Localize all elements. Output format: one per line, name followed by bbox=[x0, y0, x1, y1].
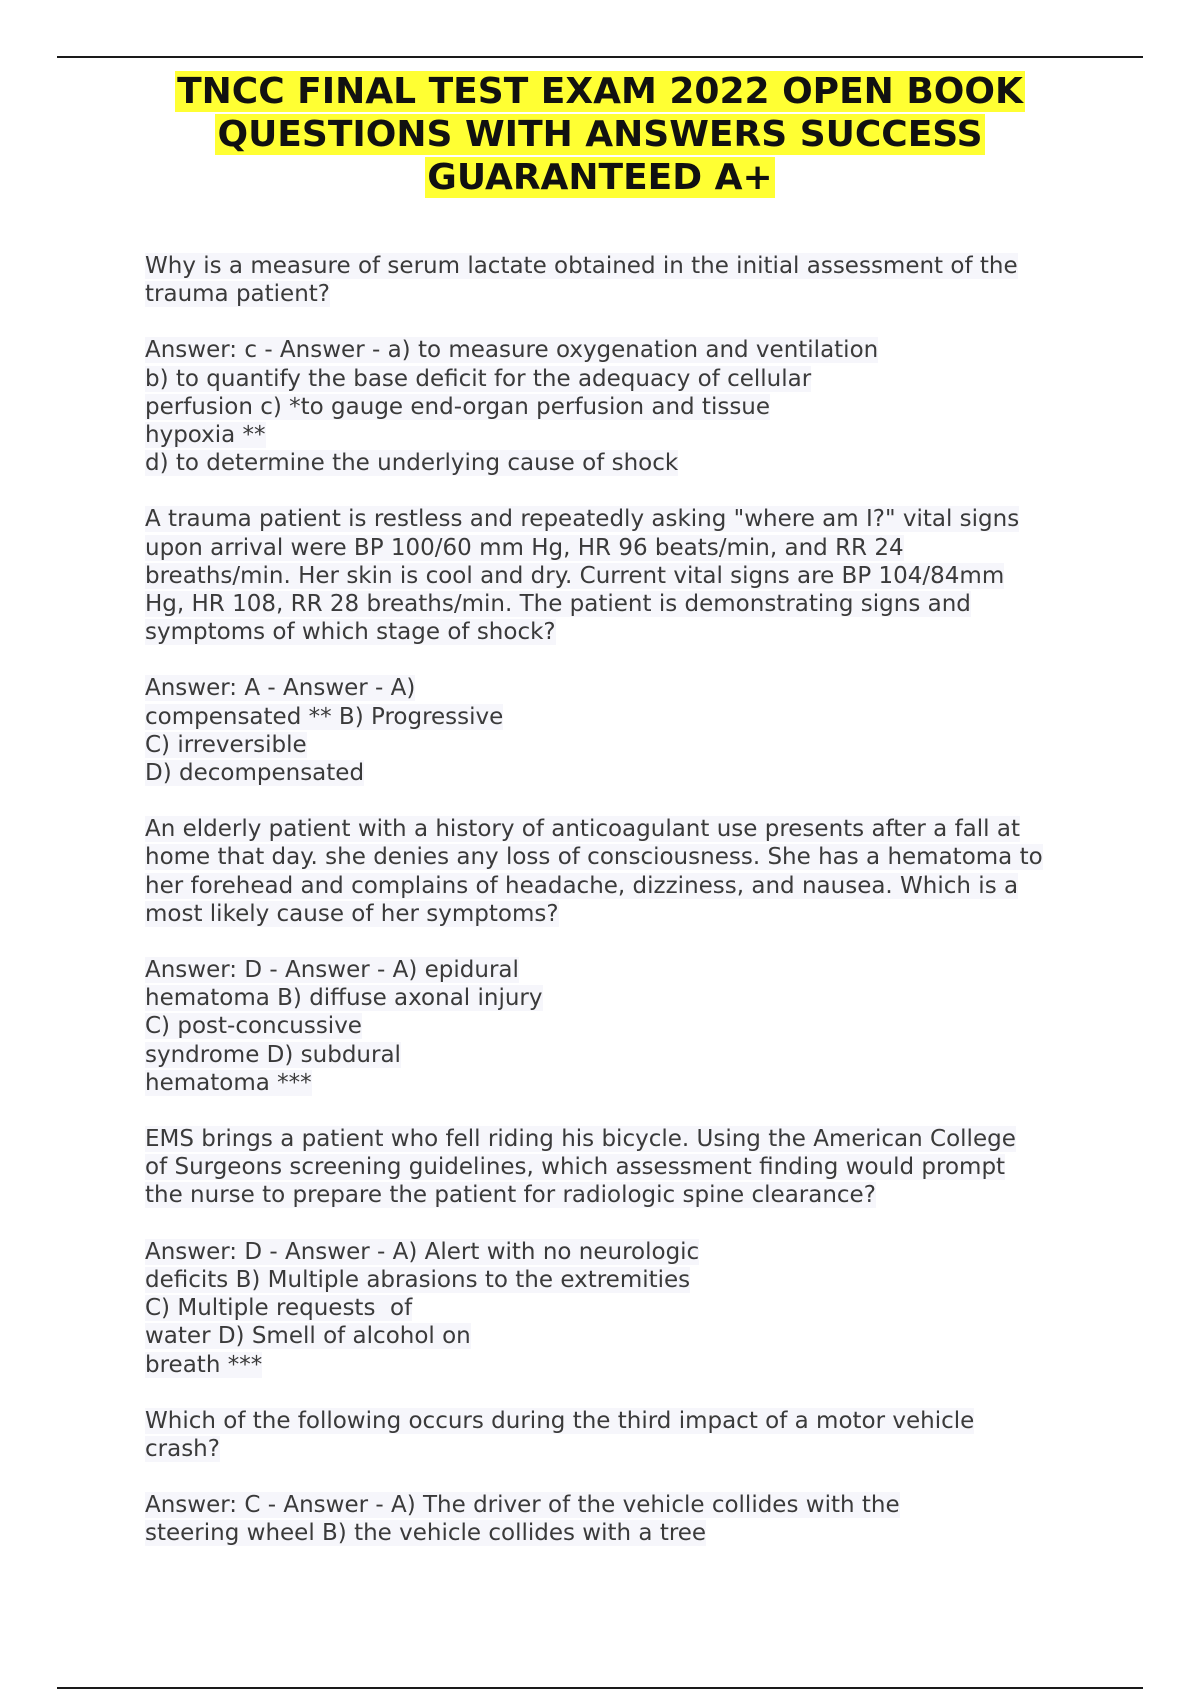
answer-block bbox=[145, 336, 1105, 477]
question-line bbox=[145, 1125, 1105, 1153]
line-text: Answer: D - Answer - A) Alert with no neurologic bbox=[145, 1238, 700, 1265]
answer-block bbox=[145, 1491, 1105, 1547]
line-text: b) to quantify the base deficit for the adequacy of cellular bbox=[145, 365, 812, 392]
question-block bbox=[145, 505, 1105, 646]
answer-line bbox=[145, 1322, 1105, 1350]
answer-line bbox=[145, 1069, 1105, 1097]
line-text: upon arrival were BP 100/60 mm Hg, HR 96 beats/min, and RR 24 bbox=[145, 534, 904, 561]
answer-line bbox=[145, 1519, 1105, 1547]
question-block bbox=[145, 252, 1105, 308]
document-body bbox=[145, 252, 1105, 1576]
question-line bbox=[145, 1153, 1105, 1181]
line-text: Answer: c - Answer - a) to measure oxygenation and ventilation bbox=[145, 337, 879, 364]
line-text: A trauma patient is restless and repeatedly asking "where am I?" vital signs bbox=[145, 506, 1020, 533]
line-text: syndrome D) subdural bbox=[145, 1041, 401, 1068]
line-text: D) decompensated bbox=[145, 760, 365, 787]
answer-block bbox=[145, 1238, 1105, 1379]
answer-line bbox=[145, 956, 1105, 984]
question-block bbox=[145, 1407, 1105, 1463]
answer-line bbox=[145, 674, 1105, 702]
line-text: hematoma *** bbox=[145, 1069, 312, 1096]
question-line bbox=[145, 252, 1105, 280]
question-line bbox=[145, 1407, 1105, 1435]
answer-line bbox=[145, 1238, 1105, 1266]
answer-line bbox=[145, 1012, 1105, 1040]
question-line bbox=[145, 1435, 1105, 1463]
answer-line bbox=[145, 703, 1105, 731]
line-text: her forehead and complains of headache, dizziness, and nausea. Which is a bbox=[145, 872, 1019, 899]
answer-line bbox=[145, 1351, 1105, 1379]
line-text: hematoma B) diffuse axonal injury bbox=[145, 985, 543, 1012]
line-text: steering wheel B) the vehicle collides with a tree bbox=[145, 1520, 707, 1547]
title-line: TNCC FINAL TEST EXAM 2022 OPEN BOOK bbox=[177, 71, 1023, 112]
answer-line bbox=[145, 449, 1105, 477]
top-rule bbox=[57, 56, 1143, 58]
line-text: the nurse to prepare the patient for radiologic spine clearance? bbox=[145, 1182, 876, 1209]
bottom-rule bbox=[57, 1687, 1143, 1689]
answer-line bbox=[145, 1294, 1105, 1322]
answer-line bbox=[145, 336, 1105, 364]
line-text: C) irreversible bbox=[145, 731, 307, 758]
question-block bbox=[145, 815, 1105, 928]
answer-block bbox=[145, 674, 1105, 787]
answer-line bbox=[145, 365, 1105, 393]
line-text: compensated ** B) Progressive bbox=[145, 703, 504, 730]
answer-line bbox=[145, 1041, 1105, 1069]
line-text: deficits B) Multiple abrasions to the extremities bbox=[145, 1266, 691, 1293]
line-text: d) to determine the underlying cause of shock bbox=[145, 450, 679, 477]
line-text: Answer: D - Answer - A) epidural bbox=[145, 957, 519, 984]
answer-line bbox=[145, 1491, 1105, 1519]
line-text: EMS brings a patient who fell riding his bicycle. Using the American College bbox=[145, 1126, 1016, 1153]
question-line bbox=[145, 505, 1105, 533]
question-line bbox=[145, 562, 1105, 590]
line-text: Which of the following occurs during the third impact of a motor vehicle bbox=[145, 1407, 975, 1434]
line-text: perfusion c) *to gauge end-organ perfusion and tissue bbox=[145, 393, 771, 420]
line-text: C) Multiple requests of bbox=[145, 1295, 413, 1322]
question-line bbox=[145, 843, 1105, 871]
question-line bbox=[145, 815, 1105, 843]
question-line bbox=[145, 872, 1105, 900]
answer-line bbox=[145, 421, 1105, 449]
document-title bbox=[57, 70, 1143, 199]
title-line: GUARANTEED A+ bbox=[427, 157, 773, 198]
line-text: most likely cause of her symptoms? bbox=[145, 900, 559, 927]
line-text: home that day. she denies any loss of consciousness. She has a hematoma to bbox=[145, 844, 1043, 871]
line-text: breaths/min. Her skin is cool and dry. Current vital signs are BP 104/84mm bbox=[145, 562, 1005, 589]
question-line bbox=[145, 900, 1105, 928]
line-text: hypoxia ** bbox=[145, 422, 266, 449]
line-text: Answer: A - Answer - A) bbox=[145, 675, 416, 702]
line-text: Hg, HR 108, RR 28 breaths/min. The patient is demonstrating signs and bbox=[145, 591, 971, 618]
line-text: An elderly patient with a history of anticoagulant use presents after a fall at bbox=[145, 816, 1020, 843]
title-line: QUESTIONS WITH ANSWERS SUCCESS bbox=[217, 114, 983, 155]
answer-line bbox=[145, 759, 1105, 787]
answer-line bbox=[145, 984, 1105, 1012]
line-text: breath *** bbox=[145, 1351, 263, 1378]
question-block bbox=[145, 1125, 1105, 1210]
line-text: crash? bbox=[145, 1435, 220, 1462]
line-text: Why is a measure of serum lactate obtained in the initial assessment of the bbox=[145, 253, 1018, 279]
question-line bbox=[145, 280, 1105, 308]
line-text: C) post-concussive bbox=[145, 1013, 362, 1040]
line-text: trauma patient? bbox=[145, 281, 331, 308]
line-text: water D) Smell of alcohol on bbox=[145, 1323, 471, 1350]
answer-line bbox=[145, 731, 1105, 759]
answer-line bbox=[145, 393, 1105, 421]
answer-line bbox=[145, 1266, 1105, 1294]
question-line bbox=[145, 618, 1105, 646]
question-line bbox=[145, 590, 1105, 618]
answer-block bbox=[145, 956, 1105, 1097]
line-text: of Surgeons screening guidelines, which assessment finding would prompt bbox=[145, 1154, 1006, 1181]
line-text: Answer: C - Answer - A) The driver of the vehicle collides with the bbox=[145, 1492, 900, 1519]
question-line bbox=[145, 534, 1105, 562]
question-line bbox=[145, 1181, 1105, 1209]
line-text: symptoms of which stage of shock? bbox=[145, 619, 556, 646]
